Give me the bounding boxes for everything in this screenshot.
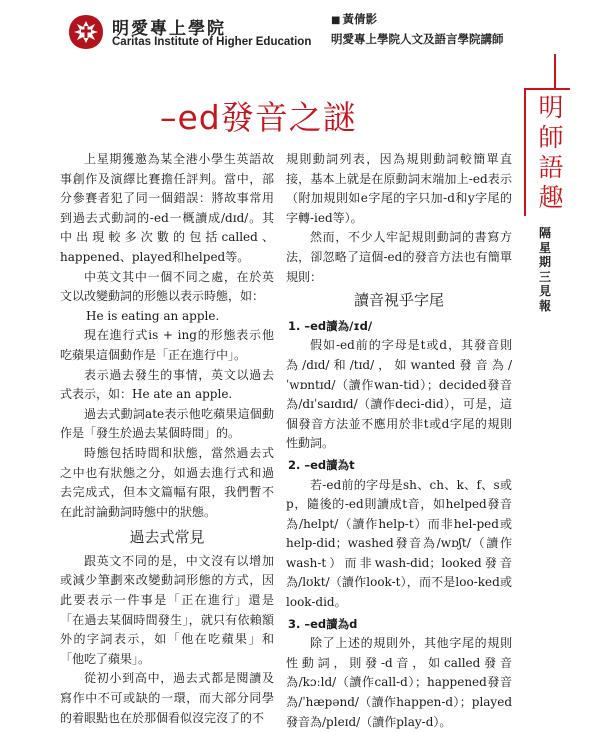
paragraph: 然而，不少人牢記規則動詞的書寫方法，卻忽略了這個-ed的發音方法也有簡單規則： (286, 230, 512, 284)
section-heading: 過去式常見 (129, 528, 205, 547)
author-name: 黃倩影 (342, 12, 377, 26)
column-name: 明師語趣 (538, 93, 564, 212)
paragraph: 時態包括時間和狀態，當然過去式之中也有狀態之分，如過去進行式和過去完成式，但本文篇幅有限，我們暫不在此討論動詞時態中的狀態。 (60, 445, 274, 519)
article-title: –ed發音之謎 (160, 98, 357, 137)
caritas-emblem-icon (66, 12, 106, 52)
institution-logo (66, 10, 326, 54)
logo-chinese-name: 明愛專上學院 (112, 19, 226, 39)
article-column-1 (60, 150, 274, 728)
paragraph: 表示過去發生的事情，英文以過去式表示，如：He ate an apple. (60, 367, 274, 402)
section-heading: 讀音視乎字尾 (353, 291, 444, 310)
rule-heading-2: 2. –ed讀為t (288, 457, 355, 472)
paragraph: 從初小到高中，過去式都是閱讀及寫作中不可或缺的一環，而大部分同學的着眼點也在於那個看似沒完沒了的不 (60, 671, 274, 725)
article-column-2 (286, 150, 512, 732)
paragraph: 中英文其中一個不同之處，在於英文以改變動詞的形態以表示時態，如： (60, 269, 274, 304)
paragraph: 除了上述的規則外，其他字尾的規則性動詞，則發-d音，如called發音為/kɔːld/（讀作call-d）；happened發音為/ˈhæpənd/（讀作happen-d）；played發音為/pleɪd/（讀作play-d）。 (286, 636, 512, 729)
paragraph: 現在進行式is + ing的形態表示他吃蘋果這個動作是「正在進行中」。 (60, 328, 274, 362)
author-block (331, 10, 576, 48)
author-title: 明愛專上學院人文及語言學院講師 (331, 32, 504, 46)
paragraph: 規則動詞列表，因為規則動詞較簡單直接，基本上就是在原動詞末端加上-ed表示（附加規則如e字尾的字只加-d和y字尾的字轉-ied等）。 (286, 152, 512, 225)
paragraph: 跟英文不同的是，中文沒有以增加或減少筆劃來改變動詞形態的方式，因此要表示一件事是「正在進行」還是「在過去某個時間發生」，就只有依賴額外的字詞表示，如「他在吃蘋果」和「他吃了蘋果」。 (60, 553, 274, 666)
publication-schedule: 隔星期三見報 (538, 226, 551, 313)
column-connector-line (554, 54, 556, 88)
paragraph: 上星期獲邀為某全港小學生英語故事創作及演繹比賽擔任評判。當中，部分參賽者犯了同一個錯誤：將故事常用到過去式動詞的-ed一概讀成/dɪd/。其中出現較多次數的包括called、happened、played和helped等。 (60, 152, 274, 264)
example-sentence: He is eating an apple. (86, 308, 220, 323)
rule-heading-1: 1. –ed讀為/ɪd/ (288, 318, 373, 333)
logo-english-name: Caritas Institute of Higher Education (112, 36, 312, 48)
paragraph: 假如-ed前的字母是t或d，其發音則為/dɪd/和/tɪd/，如wanted發音為/ˈwɒntɪd/（讀作wan-tid）；decided發音為/dɪˈsaɪdɪd/（讀作deci-did），可是，這個發音方法並不應用於非t或d字尾的規則性動詞。 (286, 338, 512, 451)
square-bullet-icon: ■ (331, 15, 341, 26)
paragraph: 過去式動詞ate表示他吃蘋果這個動作是「發生於過去某個時間」的。 (60, 406, 274, 441)
paragraph: 若-ed前的字母是sh、ch、k、f、s或p，隨後的-ed則讀成t音，如helped發音為/helpt/（讀作help-t）而非hel-ped或help-did；washed發音為/wɒʃt/（讀作wash-t）而非wash-did；looked發音為/lʊkt/（讀作look-t），而不是loo-ked或look-did。 (286, 477, 512, 610)
rule-heading-3: 3. –ed讀為d (288, 616, 358, 631)
